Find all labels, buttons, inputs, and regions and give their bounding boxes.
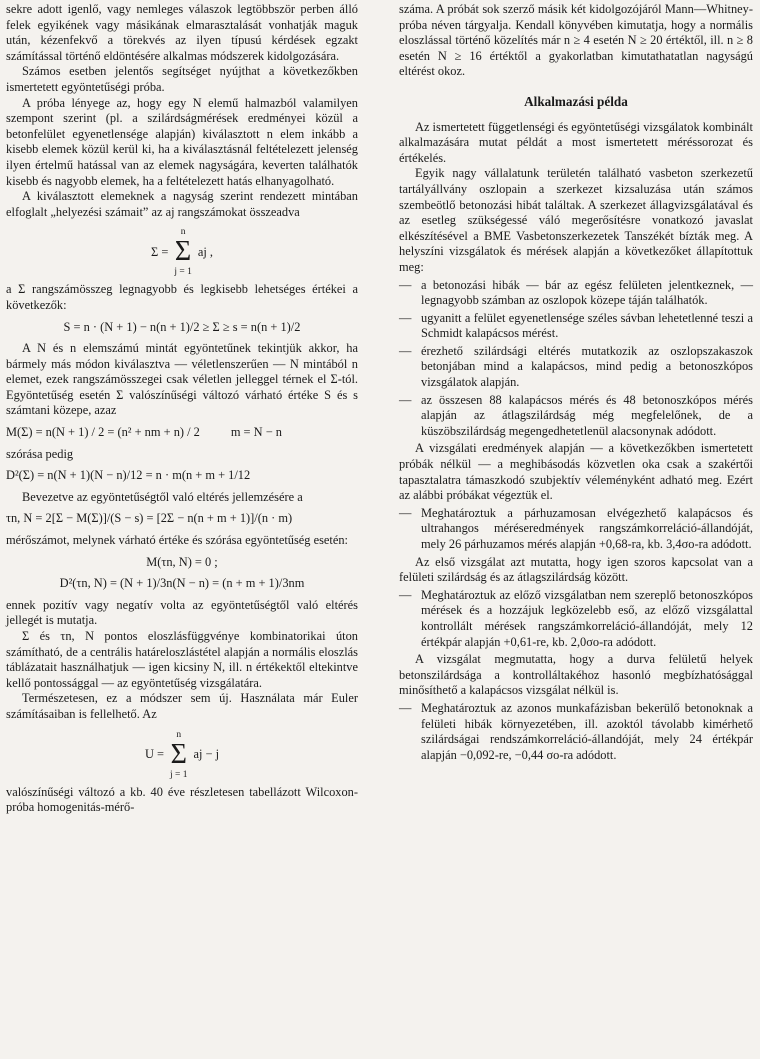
formula-term: aj − j <box>193 746 220 761</box>
paragraph: A próba lényege az, hogy egy N elemű halmazból valamilyen szempont szerint (pl. a szilárdságmérések eredményei közül a betonfelület egyenetlensége alapján) kiválasztott n elem inkább a kisebb elemek közül kerül ki, ha a kiválasztásnál feltételezett jelenség ilyen értelmű hatással van az elemek nagyságára, keverten találhatók kisebb és nagyobb elemek, ha a feltételezett hatás elhanyagolható. <box>6 95 358 188</box>
sum-formula-sigma <box>6 226 358 278</box>
paragraph: Bevezetve az egyöntetűségtől való eltérés jellemzésére a <box>22 489 303 504</box>
paragraph: A vizsgálati eredmények alapján — a következőkben ismertetett próbák nélkül — a meghibásodás közvetlen oka csak a szakértői tapasztalatra támaszkodó szubjektív véleményként adható meg. Ezért az alábbi próbákat végeztük el. <box>399 441 753 503</box>
paragraph: mérőszámot, melynek várható értéke és szórása egyöntetűség esetén: <box>6 533 348 548</box>
summation-sign: n Σ j = 1 <box>169 729 188 780</box>
section-heading: Alkalmazási példa <box>524 93 628 109</box>
paragraph: A vizsgálat megmutatta, hogy a durva felületű helyek betonszilárdsága a kontrolláltakéhoz hasonló megbízhatósággal minősíthető a kalapácsos vizsgálat nélkül is. <box>399 652 753 698</box>
list-item: — Meghatároztuk az előző vizsgálatban nem szereplő betonoszkópos mérések és a hozzájuk legközelebb eső, az előző vizsgálattal kontrollált mérések rangszámkorreláció-állandóját, mely 12 értékpár alapján +0,61-re, kb. 2,0σo-ra adódott. <box>399 588 753 650</box>
paragraph: ennek pozitív vagy negatív volta az egyöntetűségtől való eltérés jellegét is mutatja. <box>6 597 358 628</box>
list-item: — érezhető szilárdsági eltérés mutatkozik az oszlopszakaszok betonjában mind a kalapácsos, mind pedig a betonoszkópos vizsgálatok alapján. <box>399 344 753 391</box>
sum-lower-limit: j = 1 <box>174 267 192 278</box>
paragraph: valószínűségi változó a kb. 40 éve részletesen tabellázott Wilcoxon-próba homogenitás-mérő- <box>6 784 358 815</box>
equation-tau-mean: M(τn, N) = 0 ; <box>146 554 218 569</box>
test-list-3 <box>399 701 753 763</box>
paragraph: Számos esetben jelentős segítséget nyújthat a következőkben ismertetett egyöntetűségi próba. <box>6 64 358 94</box>
paragraph: Az első vizsgálat azt mutatta, hogy igen szoros kapcsolat van a felületi szilárdság és az átlagszilárdság között. <box>399 554 753 585</box>
formula-lhs: Σ = <box>151 244 169 259</box>
sum-formula-u <box>6 729 358 781</box>
sum-upper-limit: n <box>176 729 182 740</box>
equation-expected-value: M(Σ) = n(N + 1) / 2 = (n² + nm + n) / 2 m = N − n <box>6 425 282 440</box>
list-item: — Meghatároztuk a párhuzamosan elvégezhető kalapácsos és ultrahangos méréseredmények rangszámkorreláció-állandóját, mely 26 párhuzamos mérés alapján +0,68-ra, kb. 3,4σo-ra adódott. <box>399 506 753 553</box>
paragraph: a Σ rangszámösszeg legnagyobb és legkisebb lehetséges értékei a következők: <box>6 282 358 312</box>
test-list-1 <box>399 506 753 553</box>
paragraph: száma. A próbát sok szerző másik két kidolgozójáról Mann—Whitney-próba néven tárgyalja. Kendall könyvében kimutatja, hogy a normális eloszlással történő közelítés már n ≥ 4 esetén N ≥ 20 értéktől, ill. n ≥ 8 esetén N ≥ 16 értéktől a gyakorlatban kimutathatatlan nagyságú eltérést okoz. <box>399 2 753 79</box>
list-item: — ugyanitt a felület egyenetlensége széles sávban lehetetlenné teszi a Schmidt kalapácsos mérést. <box>399 311 753 342</box>
test-list-2 <box>399 588 753 650</box>
formula-lhs: U = <box>144 746 164 761</box>
paragraph: Az ismertetett függetlenségi és egyöntetűségi vizsgálatok kombinált alkalmazására mutat példát a most ismertetett méréssorozat és értékelés. <box>399 119 753 165</box>
left-column <box>6 2 358 816</box>
list-item: — az összesen 88 kalapácsos mérés és 48 betonoszkópos mérés alapján az átlagszilárdság még megfelelőnek, de a küszöbszilárdság megengedhetetlenül alacsonynak adódott. <box>399 393 753 440</box>
right-column <box>399 2 753 765</box>
sum-lower-limit: j = 1 <box>169 769 188 780</box>
summation-sign: n Σ j = 1 <box>174 227 192 278</box>
paragraph: sekre adott igenlő, vagy nemleges válaszok legtöbbször perben álló felek egyikének vagy másikának elmarasztalását vonhatják maguk után, kézenfekvő a törekvés az ilyen típusú kérdések egzakt számítással történő eldöntésére alkalmas módszerek kidolgozására. <box>6 2 358 63</box>
findings-list <box>399 278 753 440</box>
paragraph: Természetesen, ez a módszer sem új. Használata már Euler számításaiban is fellelhető. Az <box>6 691 358 721</box>
equation-tau: τn, N = 2[Σ − M(Σ)]/(S − s) = [2Σ − n(n + m + 1)]/(n · m) <box>6 511 293 526</box>
equation-tau-variance: D²(τn, N) = (N + 1)/3n(N − n) = (n + m + 1)/3nm <box>59 576 305 591</box>
paragraph: Σ és τn, N pontos eloszlásfüggvénye kombinatorikai úton számítható, de a centrális határeloszlástétel alapján a normális eloszlás táblázatait használhatjuk — igen kicsiny N, ill. n értékektől eltekintve kellő pontossággal — az egyöntetűség vizsgálatára. <box>6 629 358 690</box>
equation-variance: D²(Σ) = n(N + 1)(N − n)/12 = n · m(n + m + 1/12 <box>6 468 251 483</box>
paragraph: szórása pedig <box>6 446 74 461</box>
list-item: — Meghatároztuk az azonos munkafázisban bekerülő betonoknak a felületi hibák környezetében, ill. azoktól távolabb kimérhető szilárdságai rendszámkorreláció-állandóját, mely 24 értékpár alapján −0,092-re, −0,44 σo-ra adódott. <box>399 701 753 763</box>
paragraph: A N és n elemszámú mintát egyöntetűnek tekintjük akkor, ha bármely más módon kiválasztva — véletlenszerűen — N mintából n elemet, ezek rangszámösszegei csak véletlen jelleggel térnek el Σ-tól. Egyöntetűség esetén Σ valószínűségi változó várható értéke S és s számtani közepe, azaz <box>6 341 358 418</box>
formula-term: aj , <box>197 244 213 259</box>
paragraph: Egyik nagy vállalatunk területén található vasbeton szerkezetű tartályállvány oszlopain a szerkezet kizsaluzása után számos szembeötlő betonozási hibát találtak. A szerkezet állagvizsgálatával és az esetleg szükségessé váló megerősítésre vonatkozó javaslat elkészítésével a BME Vasbetonszerkezetek Tanszékét bízták meg. A helyszíni vizsgálatok és mérések alapján a következőket állapítottuk meg: <box>399 166 753 274</box>
equation-bounds: S = n · (N + 1) − n(n + 1)/2 ≥ Σ ≥ s = n(n + 1)/2 <box>63 319 301 334</box>
list-item: — a betonozási hibák — bár az egész felületen jelentkeznek, — legnagyobb számban az oszlopok közepe táján találhatók. <box>399 278 753 309</box>
paragraph: A kiválasztott elemeknek a nagyság szerint rendezett mintában elfoglalt „helyezési számait” az aj rangszámokat összeadva <box>6 189 358 219</box>
sum-upper-limit: n <box>180 227 186 238</box>
